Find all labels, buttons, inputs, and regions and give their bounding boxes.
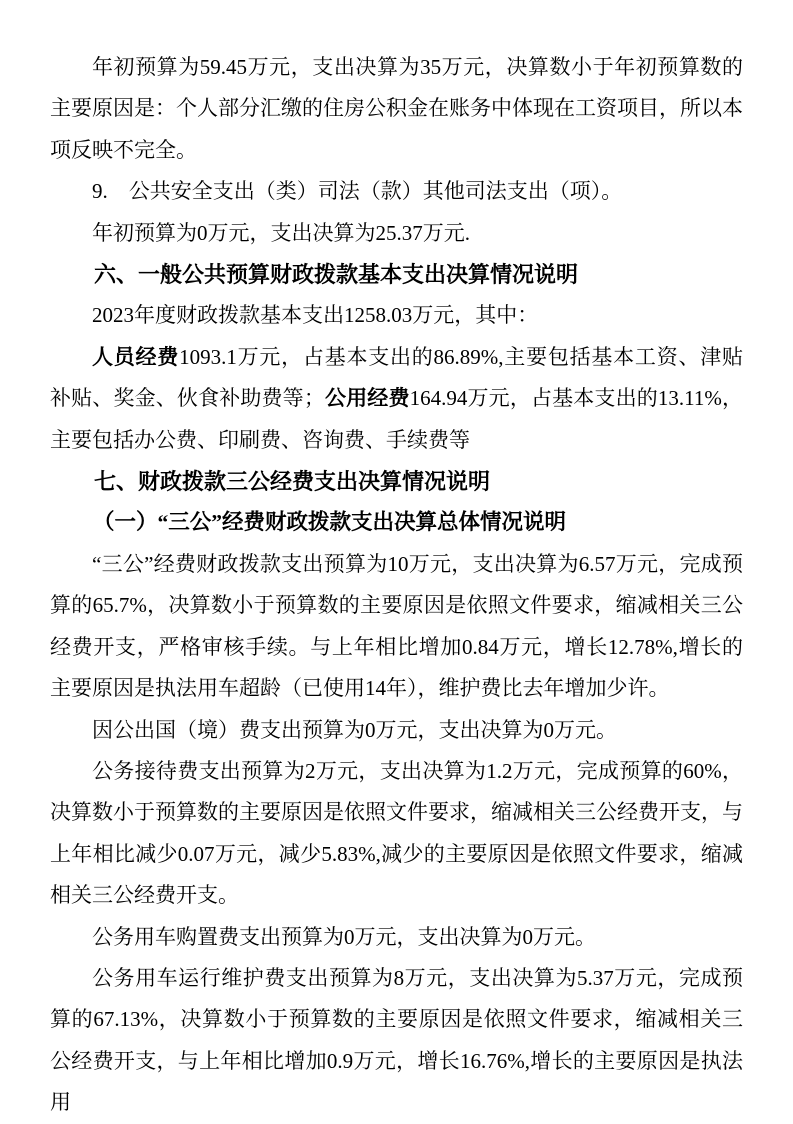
text-run: 因公出国（境）费支出预算为0万元，支出决算为0万元。 bbox=[92, 717, 617, 742]
text-run: 公务接待费支出预算为2万元，支出决算为1.2万元，完成预算的60%，决算数小于预算数的主要原因是依照文件要求，缩减相关三公经费开支，与上年相比减少0.07万元，减少5.83%,减少的主要原因是依照文件要求，缩减相关三公经费开支。 bbox=[50, 758, 743, 908]
paragraph-abroad-expense bbox=[50, 710, 743, 751]
text-run: 六、一般公共预算财政拨款基本支出决算情况说明 bbox=[94, 262, 579, 288]
text-run: 人员经费 bbox=[92, 344, 180, 369]
paragraph-reception-expense bbox=[50, 751, 743, 917]
text-run: 公务用车购置费支出预算为0万元，支出决算为0万元。 bbox=[92, 924, 596, 949]
paragraph-vehicle-purchase-expense bbox=[50, 917, 743, 958]
text-run: （一）“三公”经费财政拨款支出决算总体情况说明 bbox=[93, 510, 567, 535]
paragraph-housing-fund-note bbox=[50, 47, 743, 171]
paragraph-basic-expenditure-total bbox=[50, 295, 743, 336]
section-heading-6 bbox=[50, 254, 743, 295]
text-run: “三公”经费财政拨款支出预算为10万元，支出决算为6.57万元，完成预算的65.7%，决算数小于预算数的主要原因是依照文件要求，缩减相关三公经费开支，严格审核手续。与上年相比增加0.84万元，增长12.78%,增长的主要原因是执法用车超龄（已使用14年），维护费比去年增加少许。 bbox=[50, 551, 743, 701]
section-heading-7 bbox=[50, 461, 743, 502]
paragraph-item-9-figures bbox=[50, 213, 743, 254]
text-run: 2023年度财政拨款基本支出1258.03万元，其中： bbox=[92, 303, 539, 328]
text-run: 9. 公共安全支出（类）司法（款）其他司法支出（项）。 bbox=[92, 179, 623, 204]
text-run: 1093.1万元，占基本支出的86.89%,主要包括基本工资、津贴补贴、奖金、伙食补助费等； bbox=[50, 344, 744, 411]
text-run: 年初预算为59.45万元，支出决算为35万元，决算数小于年初预算数的主要原因是：个人部分汇缴的住房公积金在账务中体现在工资项目，所以本项反映不完全。 bbox=[50, 55, 743, 162]
paragraph-item-9 bbox=[50, 171, 743, 212]
paragraph-vehicle-maintenance-expense bbox=[50, 958, 743, 1124]
text-run: 公务用车运行维护费支出预算为8万元，支出决算为5.37万元，完成预算的67.13%，决算数小于预算数的主要原因是依照文件要求，缩减相关三公经费开支，与上年相比增加0.9万元，增长16.76%,增长的主要原因是执法用 bbox=[50, 965, 743, 1115]
paragraph-sangong-overview bbox=[50, 544, 743, 710]
text-run: 164.94万元，占基本支出的13.11%，主要包括办公费、印刷费、咨询费、手续费等 bbox=[50, 386, 744, 452]
text-run: 公用经费 bbox=[324, 386, 410, 411]
document-content bbox=[50, 47, 743, 1124]
subsection-heading-7-1 bbox=[50, 502, 743, 543]
text-run: 七、财政拨款三公经费支出决算情况说明 bbox=[94, 469, 491, 495]
paragraph-personnel-and-public-funds bbox=[50, 337, 743, 461]
text-run: 年初预算为0万元，支出决算为25.37万元. bbox=[92, 220, 470, 245]
